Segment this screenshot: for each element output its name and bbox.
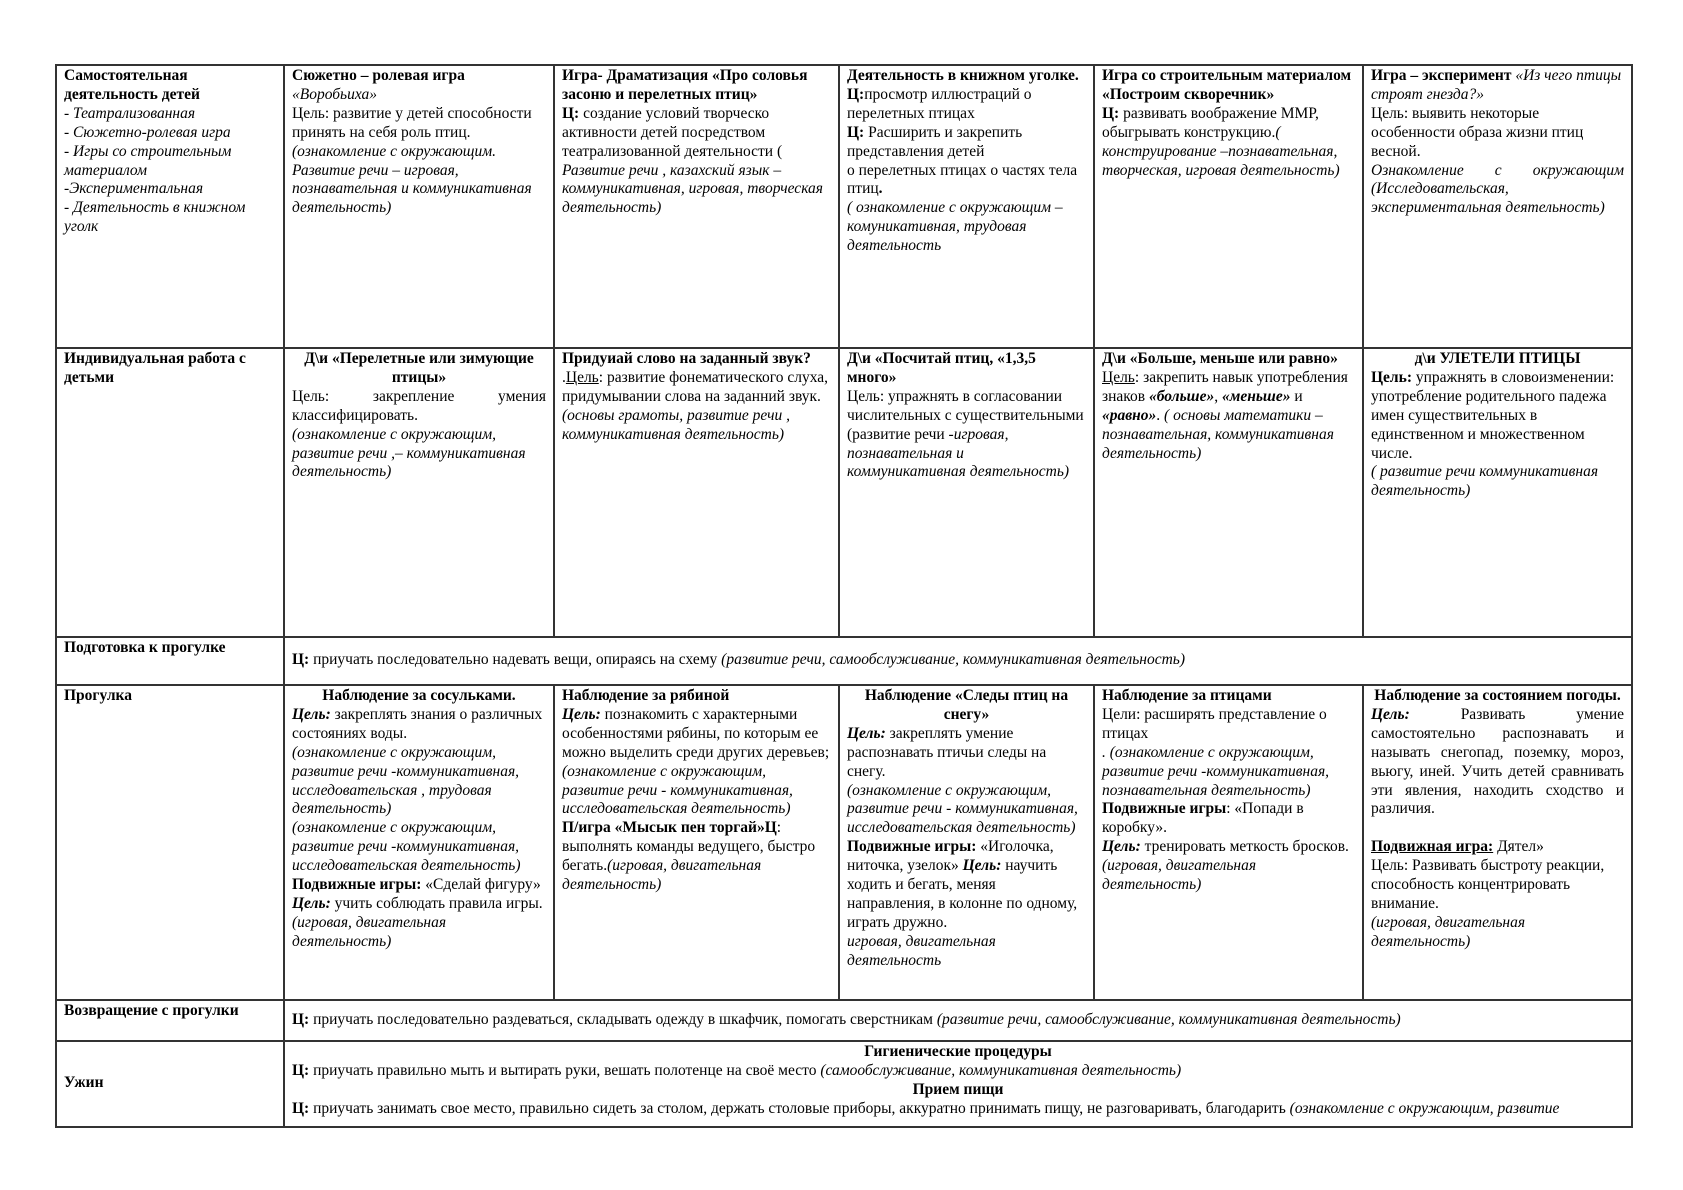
- paragraph: [847, 933, 1086, 971]
- text-segment: Цель: выявить некоторые особенности образа жизни птиц весной.: [1371, 104, 1584, 160]
- paragraph: [292, 687, 546, 706]
- text-segment: Цель: Развивать быстроту реакции, способность концентрировать внимание.: [1371, 857, 1605, 912]
- text-segment: Д\и «Перелетные или зимующие птицы»: [304, 350, 534, 386]
- text-segment: Возвращение с прогулки: [64, 1002, 239, 1019]
- text-segment: Дятел»: [1493, 838, 1544, 856]
- paragraph: [64, 639, 276, 658]
- paragraph: [292, 744, 546, 820]
- text-segment: упражнять в словоизменении: употребление родительного падежа имен существительных в единственном и множественном числе.: [1371, 368, 1615, 462]
- paragraph: [1102, 105, 1355, 181]
- text-segment: познакомить с характерными особенностями рябины, по которым ее можно выделить среди других деревьев;: [562, 705, 830, 761]
- paragraph: [1102, 388, 1355, 464]
- text-segment: «меньше»: [1221, 387, 1291, 405]
- text-segment: «Иголочка, ниточка, узелок»: [847, 838, 1054, 875]
- text-segment: Развитие речи , казахский язык – коммуникативная, игровая, творческая деятельность): [562, 161, 824, 217]
- text-segment: развивать воображение ММР, обыгрывать конструкцию.: [1102, 104, 1319, 141]
- paragraph: [1371, 162, 1624, 219]
- text-segment: .: [1156, 406, 1165, 424]
- row-return-from-walk: [56, 1000, 1632, 1041]
- text-segment: Расширить и закрепить представления детей: [847, 123, 1023, 160]
- paragraph: [847, 350, 1086, 388]
- text-segment: (ознакомление с окружающим, развитие речи - коммуникативная, исследовательская деятельность): [562, 762, 793, 818]
- text-segment: : закрепить навык употребления: [1134, 368, 1348, 386]
- text-segment: Подвижные игры:: [847, 838, 977, 856]
- text-segment: Подвижная игра:: [1371, 838, 1494, 856]
- text-segment: о перелетных птицах о частях тела птиц: [847, 161, 1078, 198]
- paragraph: [292, 1081, 1624, 1100]
- paragraph: [562, 350, 831, 407]
- cell-di-more-less-equal: [1094, 348, 1363, 637]
- paragraph: [562, 706, 831, 763]
- text-segment: приучать правильно мыть и вытирать руки, вешать полотенце на своё место: [309, 1061, 821, 1079]
- text-segment: Индивидуальная работа с детьми: [64, 350, 246, 386]
- paragraph: [1102, 687, 1355, 706]
- cell-di-count-birds: [839, 348, 1094, 637]
- text-segment: Деятельность в книжном уголке.: [847, 67, 1079, 84]
- paragraph: [1102, 857, 1355, 895]
- row-label-individual-work: [56, 348, 284, 637]
- paragraph: [292, 388, 546, 426]
- paragraph: [1102, 744, 1355, 801]
- text-segment: (ознакомление с окружающим, развитие речи ,– коммуникативная деятельность): [292, 425, 526, 481]
- paragraph: [1371, 838, 1624, 857]
- cell-role-play-game: [284, 65, 554, 348]
- text-segment: Д\и «Больше, меньше или равно»: [1102, 350, 1338, 367]
- paragraph: [847, 838, 1086, 933]
- paragraph: [847, 86, 1086, 124]
- paragraph: [292, 819, 546, 876]
- cell-experiment-game: [1363, 65, 1632, 348]
- text-segment: Цель:: [1371, 705, 1410, 723]
- paragraph: [64, 199, 276, 237]
- paragraph: [292, 1043, 1624, 1062]
- text-segment: просмотр иллюстраций о перелетных птицах: [847, 85, 1032, 122]
- paragraph: [292, 876, 546, 914]
- paragraph: [847, 426, 1086, 483]
- cell-construction-game: [1094, 65, 1363, 348]
- paragraph: [1371, 857, 1624, 914]
- text-segment: Цель:: [962, 857, 1002, 875]
- paragraph: [292, 1062, 1624, 1081]
- paragraph: [562, 67, 831, 105]
- text-segment: : развитие фонематического слуха, придумывании слова на заданний звук.: [562, 368, 829, 405]
- paragraph: [1371, 463, 1624, 501]
- paragraph: [562, 407, 831, 445]
- paragraph: [292, 350, 546, 388]
- text-segment: «равно»: [1102, 406, 1157, 424]
- paragraph: [1371, 369, 1624, 464]
- text-segment: Подготовка к прогулке: [64, 639, 226, 656]
- text-segment: Цель:: [292, 894, 331, 912]
- text-segment: Подвижные игры: [1102, 800, 1227, 818]
- text-segment: Ужин: [64, 1074, 104, 1092]
- text-segment: Ц:: [292, 1061, 310, 1079]
- text-segment: Ц:: [562, 104, 580, 122]
- text-segment: (развитие речи, самообслуживание, коммуникативная деятельность): [936, 1010, 1401, 1028]
- paragraph: [64, 143, 276, 181]
- text-segment: Цель:: [1102, 838, 1141, 856]
- text-segment: приучать последовательно раздеваться, складывать одежду в шкафчик, помогать сверстникам: [309, 1010, 937, 1028]
- cell-return-from-walk-goal: [284, 1000, 1632, 1041]
- text-segment: ( основы математики – познавательная, коммуникативная деятельность): [1102, 406, 1334, 462]
- text-segment: Прогулка: [64, 687, 132, 704]
- paragraph: [292, 67, 546, 86]
- text-segment: знаков: [1102, 387, 1149, 405]
- text-segment: Д\и «Посчитай птиц, «1,3,5 много»: [847, 350, 1036, 386]
- text-segment: .: [878, 180, 883, 198]
- cell-invent-word-game: [554, 348, 839, 637]
- text-segment: Ознакомление с окружающим (Исследовательская, экспериментальная деятельность): [1371, 161, 1624, 217]
- text-segment: Цель:: [562, 705, 601, 723]
- text-segment: учить соблюдать правила игры.: [330, 894, 543, 912]
- paragraph: [292, 706, 546, 744]
- text-segment: Развивать умение самостоятельно распознавать и называть снегопад, поземку, мороз, вьюгу, иней. Учить детей сравнивать эти явления, находить сходство и различия.: [1371, 705, 1624, 818]
- text-segment: игровая, двигательная деятельность: [847, 932, 996, 969]
- paragraph: [64, 105, 276, 124]
- text-segment: ( конструирование –познавательная, творческая, игровая деятельность): [1102, 123, 1340, 179]
- text-segment: (ознакомление с окружающим, развитие речи -коммуникативная, исследовательская , трудовая деятельность): [292, 743, 520, 818]
- cell-walk-preparation-goal: [284, 637, 1632, 685]
- text-segment: (основы грамоты, развитие речи , коммуникативная деятельность): [562, 406, 791, 443]
- text-segment: - Сюжетно-ролевая игра: [64, 123, 231, 141]
- paragraph: [1102, 706, 1355, 744]
- text-segment: .: [562, 368, 566, 386]
- paragraph: [292, 651, 1624, 670]
- text-segment: Наблюдение за состоянием погоды.: [1374, 687, 1621, 704]
- cell-di-migratory-wintering-birds: [284, 348, 554, 637]
- paragraph: [292, 914, 546, 952]
- cell-book-corner-activity: [839, 65, 1094, 348]
- paragraph: [292, 86, 546, 105]
- text-segment: ,: [1214, 387, 1222, 405]
- text-segment: Цель: закрепление умения классифицировать.: [292, 387, 546, 424]
- row-walk: [56, 685, 1632, 1000]
- text-segment: (игровая, двигательная деятельность): [562, 857, 762, 894]
- paragraph: [847, 124, 1086, 162]
- cell-observation-icicles: [284, 685, 554, 1000]
- paragraph: [292, 1100, 1624, 1119]
- cell-observation-birds: [1094, 685, 1363, 1000]
- paragraph: [1371, 350, 1624, 369]
- text-segment: научить ходить и бегать, меняя направления, в колонне по одному, играть дружно.: [847, 857, 1078, 931]
- paragraph: [1371, 687, 1624, 706]
- text-segment: (ознакомление с окружающим, развитие: [1289, 1099, 1560, 1117]
- text-segment: - Деятельность в книжном уголк: [64, 199, 246, 236]
- text-segment: Игра- Драматизация «Про соловья засоню и перелетных птиц»: [562, 67, 808, 103]
- text-segment: Игра со строительным материалом «Построим скворечник»: [1102, 67, 1352, 103]
- paragraph: [562, 763, 831, 820]
- text-segment: Цель: [1102, 368, 1135, 386]
- paragraph: [1102, 800, 1355, 838]
- text-segment: игровая, познавательная и коммуникативная деятельность): [847, 425, 1070, 481]
- text-segment: (ознакомление с окружающим, развитие речи - коммуникативная, исследовательская деятельность): [847, 781, 1078, 837]
- paragraph: [847, 388, 1086, 426]
- text-segment: Ц:: [292, 651, 310, 669]
- paragraph: [562, 687, 831, 706]
- cell-dinner-procedures: [284, 1041, 1632, 1127]
- text-segment: Цель: развитие у детей способности принять на себя роль птиц.: [292, 104, 532, 141]
- paragraph: [1371, 706, 1624, 819]
- text-segment: : «Попади в коробку».: [1102, 800, 1304, 837]
- text-segment: Наблюдение за птицами: [1102, 687, 1272, 704]
- text-segment: и: [1290, 387, 1303, 405]
- paragraph: [1371, 819, 1624, 838]
- text-segment: Ц:: [292, 1099, 310, 1117]
- text-segment: П/игра «Мысык пен торгай»Ц: [562, 819, 777, 837]
- cell-dramatization-game: [554, 65, 839, 348]
- text-segment: : выполнять команды ведущего, быстро бегать.: [562, 819, 816, 875]
- paragraph: [1102, 350, 1355, 388]
- text-segment: закреплять умение распознавать птичьи следы на снегу.: [847, 724, 1047, 780]
- paragraph: [1102, 838, 1355, 857]
- paragraph: [292, 1011, 1624, 1030]
- paragraph: [64, 687, 276, 706]
- paragraph: [1371, 67, 1624, 105]
- text-segment: (игровая, двигательная деятельность): [292, 913, 447, 950]
- text-segment: Подвижные игры:: [292, 876, 422, 894]
- row-label-return-from-walk: [56, 1000, 284, 1041]
- text-segment: ( развитие речи коммуникативная деятельность): [1371, 463, 1599, 500]
- row-independent-activity: [56, 65, 1632, 348]
- row-dinner: [56, 1041, 1632, 1127]
- text-segment: (самообслуживание, коммуникативная деятельность): [820, 1061, 1182, 1079]
- paragraph: [64, 1074, 276, 1093]
- cell-independent-activity-header: [56, 65, 284, 348]
- text-segment: «Из чего птицы строят гнезда?»: [1371, 67, 1622, 103]
- text-segment: Придуиай слово на заданный звук?: [562, 350, 811, 367]
- row-individual-work: [56, 348, 1632, 637]
- text-segment: закреплять знания о различных состояниях воды.: [292, 705, 543, 742]
- paragraph: [847, 162, 1086, 200]
- row-label-dinner: [56, 1041, 284, 1127]
- text-segment: - Театрализованная: [64, 104, 196, 122]
- text-segment: -Экспериментальная: [64, 180, 204, 198]
- paragraph: [64, 350, 276, 388]
- paragraph: [292, 105, 546, 218]
- text-segment: Прием пищи: [912, 1080, 1004, 1098]
- paragraph: [64, 67, 276, 105]
- text-segment: Цель: упражнять в согласовании числительных с существительными: [847, 387, 1084, 424]
- cell-observation-rowan: [554, 685, 839, 1000]
- paragraph: [64, 180, 276, 199]
- text-segment: Гигиенические процедуры: [864, 1043, 1052, 1060]
- text-segment: Цель: [565, 368, 599, 386]
- paragraph: [1371, 105, 1624, 162]
- paragraph: [847, 782, 1086, 839]
- cell-observation-weather: [1363, 685, 1632, 1000]
- paragraph: [562, 819, 831, 895]
- text-segment: тренировать меткость бросков.: [1140, 838, 1349, 856]
- daily-plan-table: [55, 64, 1633, 1128]
- paragraph: [847, 725, 1086, 782]
- paragraph: [292, 426, 546, 483]
- paragraph: [1371, 914, 1624, 952]
- text-segment: Цели: расширять представление о птицах: [1102, 705, 1327, 742]
- text-segment: (развитие речи, самообслуживание, коммуникативная деятельность): [721, 651, 1185, 669]
- text-segment: Сюжетно – ролевая игра: [292, 67, 465, 84]
- cell-observation-bird-tracks: [839, 685, 1094, 1000]
- paragraph: [847, 67, 1086, 86]
- text-segment: Ц:: [847, 123, 865, 141]
- paragraph: [847, 687, 1086, 725]
- text-segment: Ц:: [292, 1010, 310, 1028]
- row-label-walk-preparation: [56, 637, 284, 685]
- text-segment: (ознакомление с окружающим. Развитие речи – игровая, познавательная и коммуникативная деятельность): [292, 142, 532, 217]
- text-segment: (развитие речи -: [847, 425, 954, 443]
- text-segment: Наблюдение «Следы птиц на снегу»: [864, 687, 1069, 723]
- text-segment: Ц:: [1102, 104, 1120, 122]
- text-segment: приучать занимать свое место, правильно сидеть за столом, держать столовые приборы, аккуратно принимать пищу, не разговаривать, благодарить: [309, 1099, 1290, 1117]
- text-segment: Игра – эксперимент: [1371, 67, 1516, 84]
- cell-di-birds-flew-away: [1363, 348, 1632, 637]
- text-segment: - Игры со строительным материалом: [64, 142, 232, 179]
- paragraph: [847, 199, 1086, 256]
- text-segment: (игровая, двигательная деятельность): [1102, 857, 1257, 894]
- paragraph: [64, 124, 276, 143]
- text-segment: д\и УЛЕТЕЛИ ПТИЦЫ: [1414, 350, 1581, 367]
- row-label-walk: [56, 685, 284, 1000]
- text-segment: Ц:: [847, 85, 865, 103]
- text-segment: Цель:: [847, 724, 886, 742]
- text-segment: Цель:: [1371, 368, 1412, 386]
- paragraph: [1102, 67, 1355, 105]
- text-segment: ( ознакомление с окружающим – комуникативная, трудовая деятельность: [847, 199, 1063, 255]
- text-segment: Самостоятельная деятельность детей: [64, 67, 200, 103]
- text-segment: «больше»: [1148, 387, 1215, 405]
- text-segment: Цель:: [292, 705, 331, 723]
- text-segment: «Сделай фигуру»: [421, 876, 541, 894]
- text-segment: Наблюдение за сосульками.: [322, 687, 516, 704]
- text-segment: «Воробьиха»: [292, 85, 378, 103]
- text-segment: создание условий творческо активности детей посредством театрализованной деятельности (: [562, 104, 783, 160]
- text-segment: (ознакомление с окружающим, развитие речи -коммуникативная, исследовательская деятельность): [292, 819, 521, 875]
- text-segment: . (ознакомление с окружающим, развитие речи -коммуникативная, познавательная деятельность): [1102, 743, 1330, 799]
- row-walk-preparation: [56, 637, 1632, 685]
- text-segment: (игровая, двигательная деятельность): [1371, 913, 1526, 950]
- paragraph: [562, 105, 831, 218]
- text-segment: Наблюдение за рябиной: [562, 687, 730, 704]
- paragraph: [64, 1002, 276, 1021]
- text-segment: приучать последовательно надевать вещи, опираясь на схему: [309, 651, 722, 669]
